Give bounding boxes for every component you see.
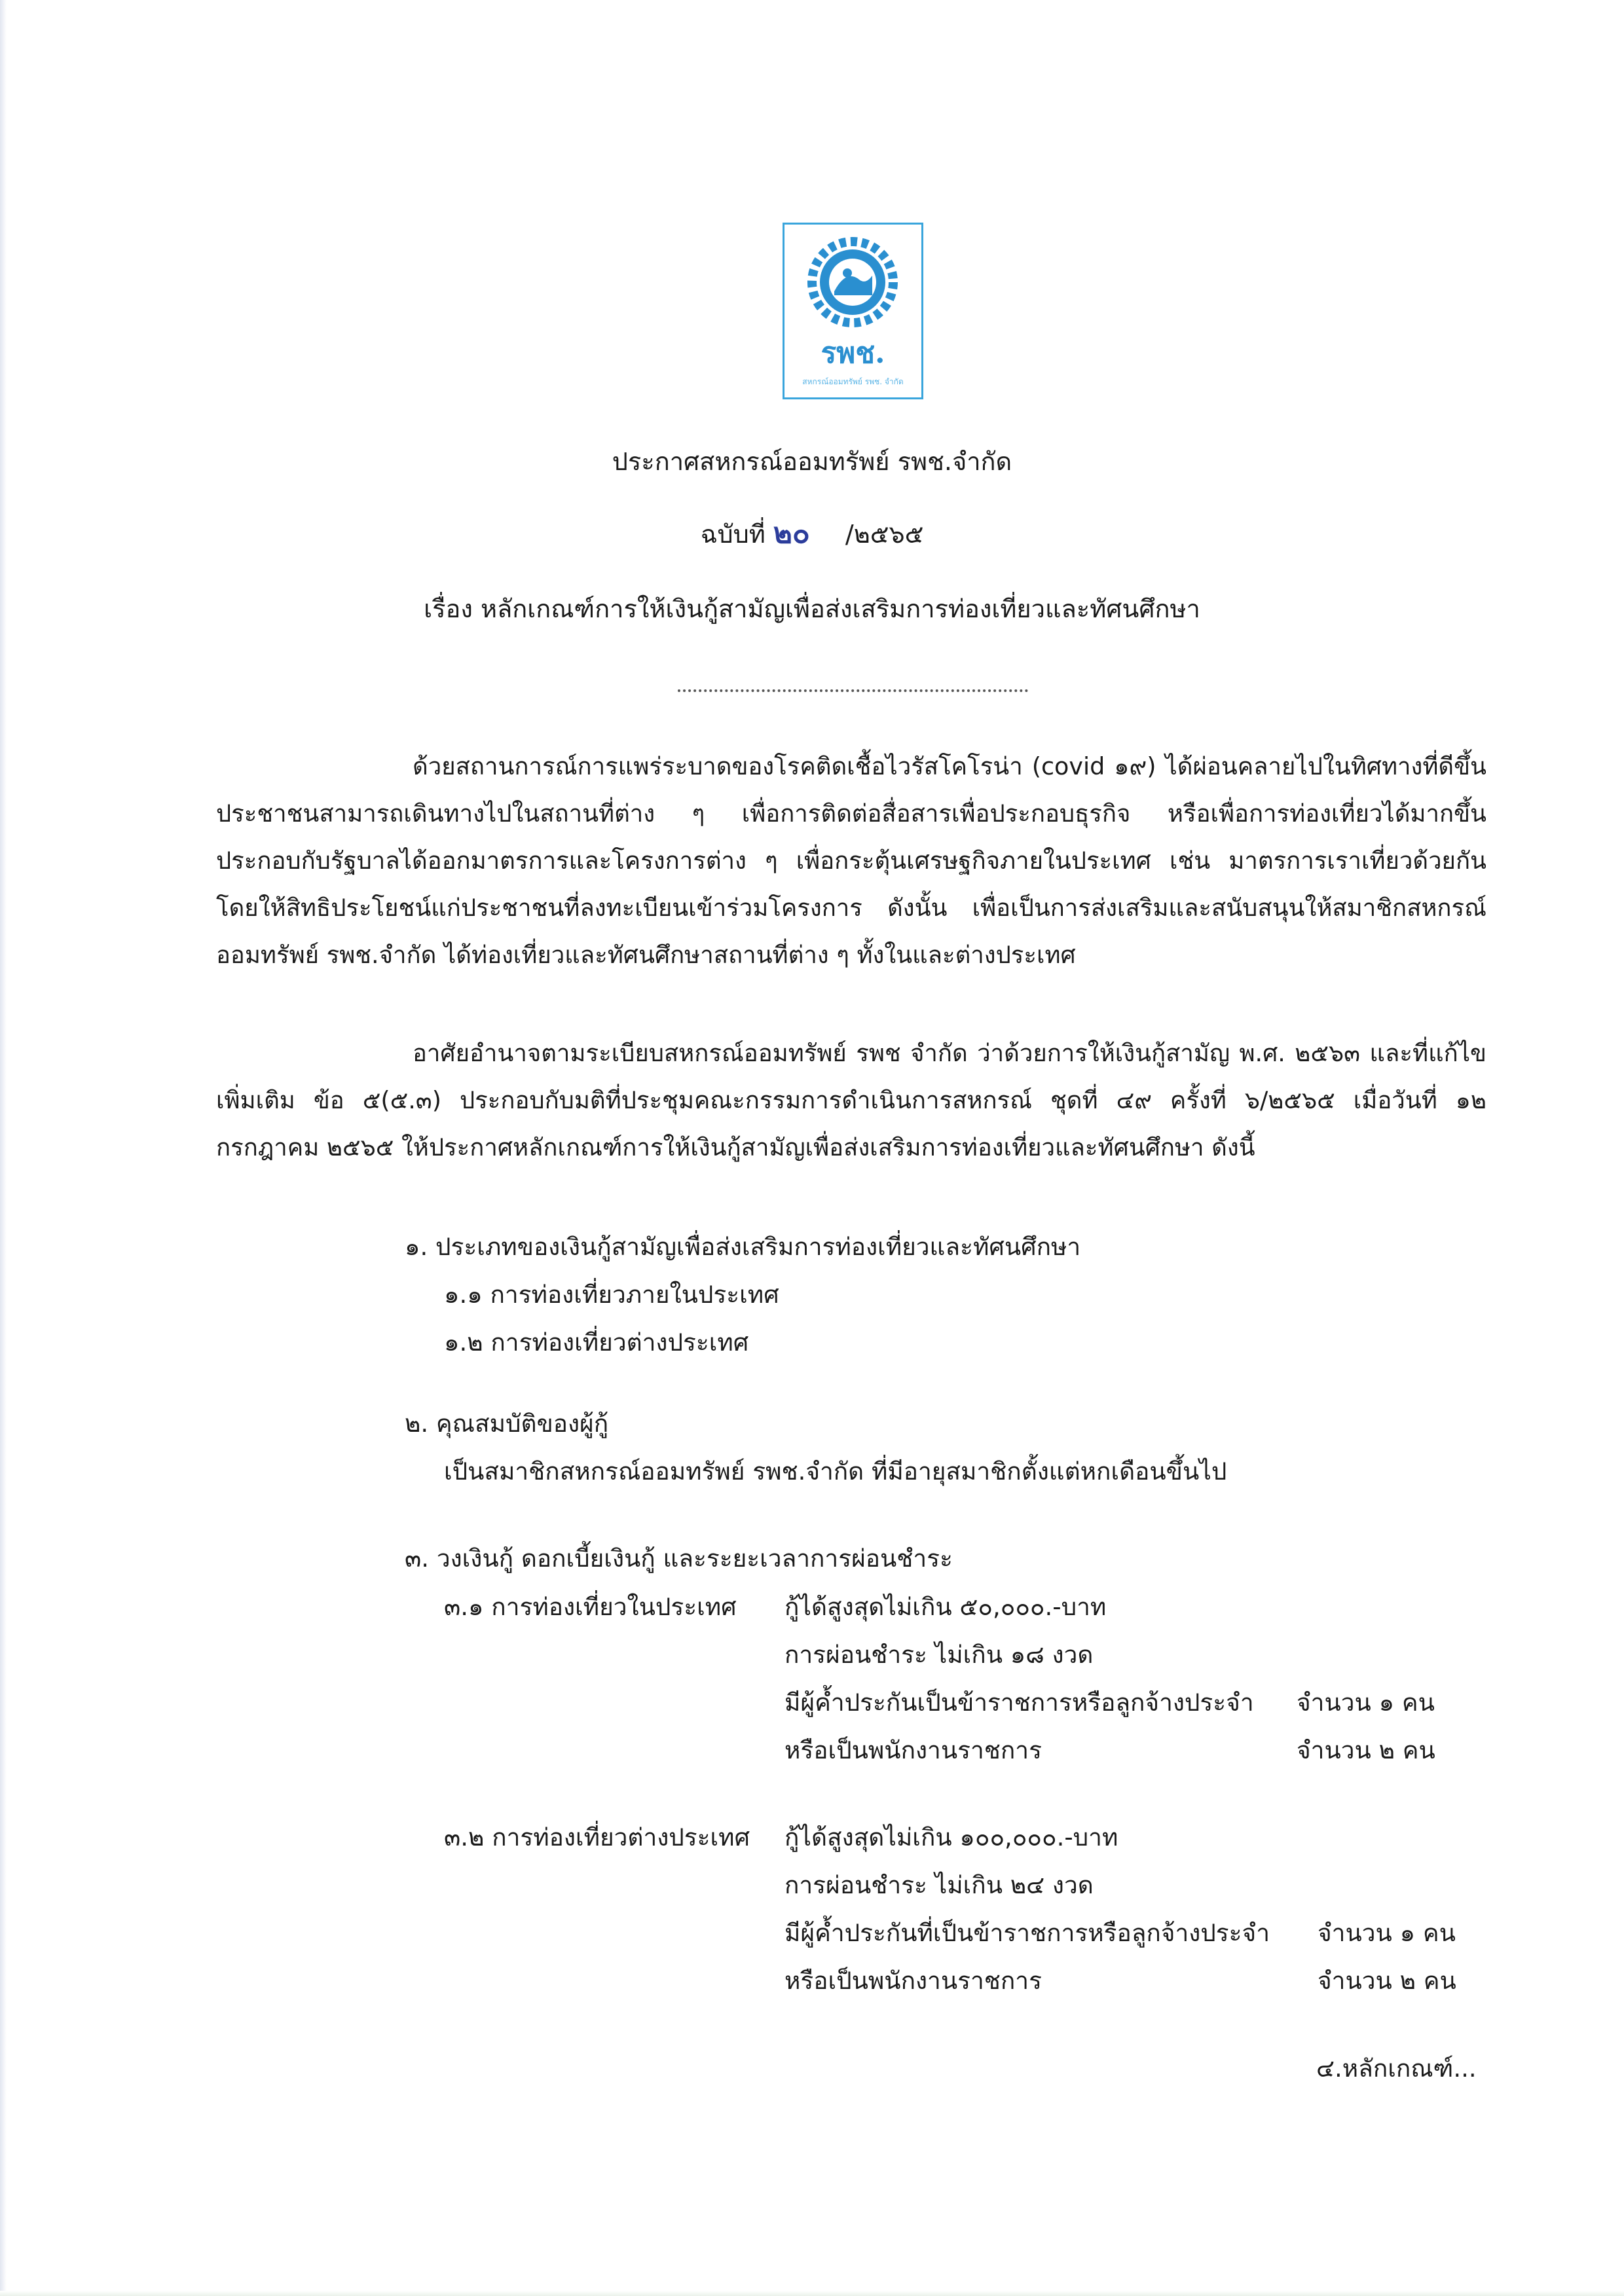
domestic-limit: กู้ได้สูงสุดไม่เกิน ๕๐,๐๐๐.-บาท xyxy=(784,1593,1107,1621)
abroad-label: ๓.๒ การท่องเที่ยวต่างประเทศ xyxy=(444,1823,750,1851)
domestic-guarantor-civil: มีผู้ค้ำประกันเป็นข้าราชการหรือลูกจ้างประจำ xyxy=(784,1688,1254,1717)
abroad-guarantor-gov: หรือเป็นพนักงานราชการ xyxy=(784,1967,1042,1995)
issue-line xyxy=(0,517,1624,551)
section2-heading: ๒. คุณสมบัติของผู้กู้ xyxy=(405,1410,609,1438)
issue-prefix: ฉบับที่ xyxy=(700,520,766,549)
domestic-label: ๓.๑ การท่องเที่ยวในประเทศ xyxy=(444,1593,737,1621)
section1-item-domestic: ๑.๑ การท่องเที่ยวภายในประเทศ xyxy=(444,1281,779,1309)
domestic-guarantor-gov-count: จำนวน ๒ คน xyxy=(1297,1736,1435,1764)
cooperative-logo xyxy=(783,223,923,399)
section1-item-abroad: ๑.๒ การท่องเที่ยวต่างประเทศ xyxy=(444,1328,749,1357)
abroad-guarantor-civil: มีผู้ค้ำประกันที่เป็นข้าราชการหรือลูกจ้างประจำ xyxy=(784,1919,1270,1947)
domestic-installments: การผ่อนชำระ ไม่เกิน ๑๘ งวด xyxy=(784,1641,1094,1669)
paragraph-authority-text: อาศัยอำนาจตามระเบียบสหกรณ์ออมทรัพย์ รพช จำกัด ว่าด้วยการให้เงินกู้สามัญ พ.ศ. ๒๕๖๓ และที่แก้ไขเพิ่มเติม ข้อ ๕(๕.๓) ประกอบกับมติที่ประชุมคณะกรรมการดำเนินการสหกรณ์ ชุดที่ ๔๙ ครั้งที่ ๖/๒๕๖๕ เมื่อวันที่ ๑๒ กรกฎาคม ๒๕๖๕ ให้ประกาศหลักเกณฑ์การให้เงินกู้สามัญเพื่อส่งเสริมการท่องเที่ยวและทัศนศึกษา ดังนี้ xyxy=(216,1039,1486,1161)
issue-year: /๒๕๖๕ xyxy=(845,520,924,549)
paragraph-background xyxy=(216,743,1486,979)
abroad-guarantor-gov-count: จำนวน ๒ คน xyxy=(1318,1967,1456,1995)
logo-title: รพช. xyxy=(821,337,885,370)
page-continuation: ๔.หลักเกณฑ์... xyxy=(1316,2054,1477,2083)
section2-text: เป็นสมาชิกสหกรณ์ออมทรัพย์ รพช.จำกัด ที่มีอายุสมาชิกตั้งแต่หกเดือนขึ้นไป xyxy=(444,1457,1227,1485)
domestic-guarantor-civil-count: จำนวน ๑ คน xyxy=(1297,1688,1435,1717)
page-edge-shadow xyxy=(0,0,7,2296)
section1-heading: ๑. ประเภทของเงินกู้สามัญเพื่อส่งเสริมการท่องเที่ยวและทัศนศึกษา xyxy=(405,1233,1081,1261)
abroad-limit: กู้ได้สูงสุดไม่เกิน ๑๐๐,๐๐๐.-บาท xyxy=(784,1823,1118,1851)
gear-emblem-icon xyxy=(784,225,921,397)
subject-line: เรื่อง หลักเกณฑ์การให้เงินกู้สามัญเพื่อส่งเสริมการท่องเที่ยวและทัศนศึกษา xyxy=(424,594,1200,623)
paragraph-background-text: ด้วยสถานการณ์การแพร่ระบาดของโรคติดเชื้อไวรัสโคโรน่า (covid ๑๙) ได้ผ่อนคลายไปในทิศทางที่ดีขึ้น ประชาชนสามารถเดินทางไปในสถานที่ต่าง ๆ เพื่อการติดต่อสื่อสารเพื่อประกอบธุรกิจ หรือเพื่อการท่องเที่ยวได้มากขึ้น ประกอบกับรัฐบาลได้ออกมาตรการและโครงการต่าง ๆ เพื่อกระตุ้นเศรษฐกิจภายในประเทศ เช่น มาตรการเราเที่ยวด้วยกัน โดยให้สิทธิประโยชน์แก่ประชาชนที่ลงทะเบียนเข้าร่วมโครงการ ดังนั้น เพื่อเป็นการส่งเสริมและสนับสนุนให้สมาชิกสหกรณ์ออมทรัพย์ รพช.จำกัด ได้ท่องเที่ยวและทัศนศึกษาสถานที่ต่าง ๆ ทั้งในและต่างประเทศ xyxy=(216,752,1486,969)
announcement-title: ประกาศสหกรณ์ออมทรัพย์ รพช.จำกัด xyxy=(612,447,1012,476)
section3-heading: ๓. วงเงินกู้ ดอกเบี้ยเงินกู้ และระยะเวลาการผ่อนชำระ xyxy=(405,1544,953,1573)
abroad-guarantor-civil-count: จำนวน ๑ คน xyxy=(1318,1919,1456,1947)
page-edge-shadow-bottom xyxy=(0,2291,1624,2296)
abroad-installments: การผ่อนชำระ ไม่เกิน ๒๔ งวด xyxy=(784,1871,1094,1899)
separator-dotted-rule xyxy=(678,689,1028,692)
issue-number: ๒๐ xyxy=(773,517,810,550)
paragraph-authority xyxy=(216,1030,1486,1171)
domestic-guarantor-gov: หรือเป็นพนักงานราชการ xyxy=(784,1736,1042,1764)
logo-subtitle: สหกรณ์ออมทรัพย์ รพช. จำกัด xyxy=(802,377,904,386)
